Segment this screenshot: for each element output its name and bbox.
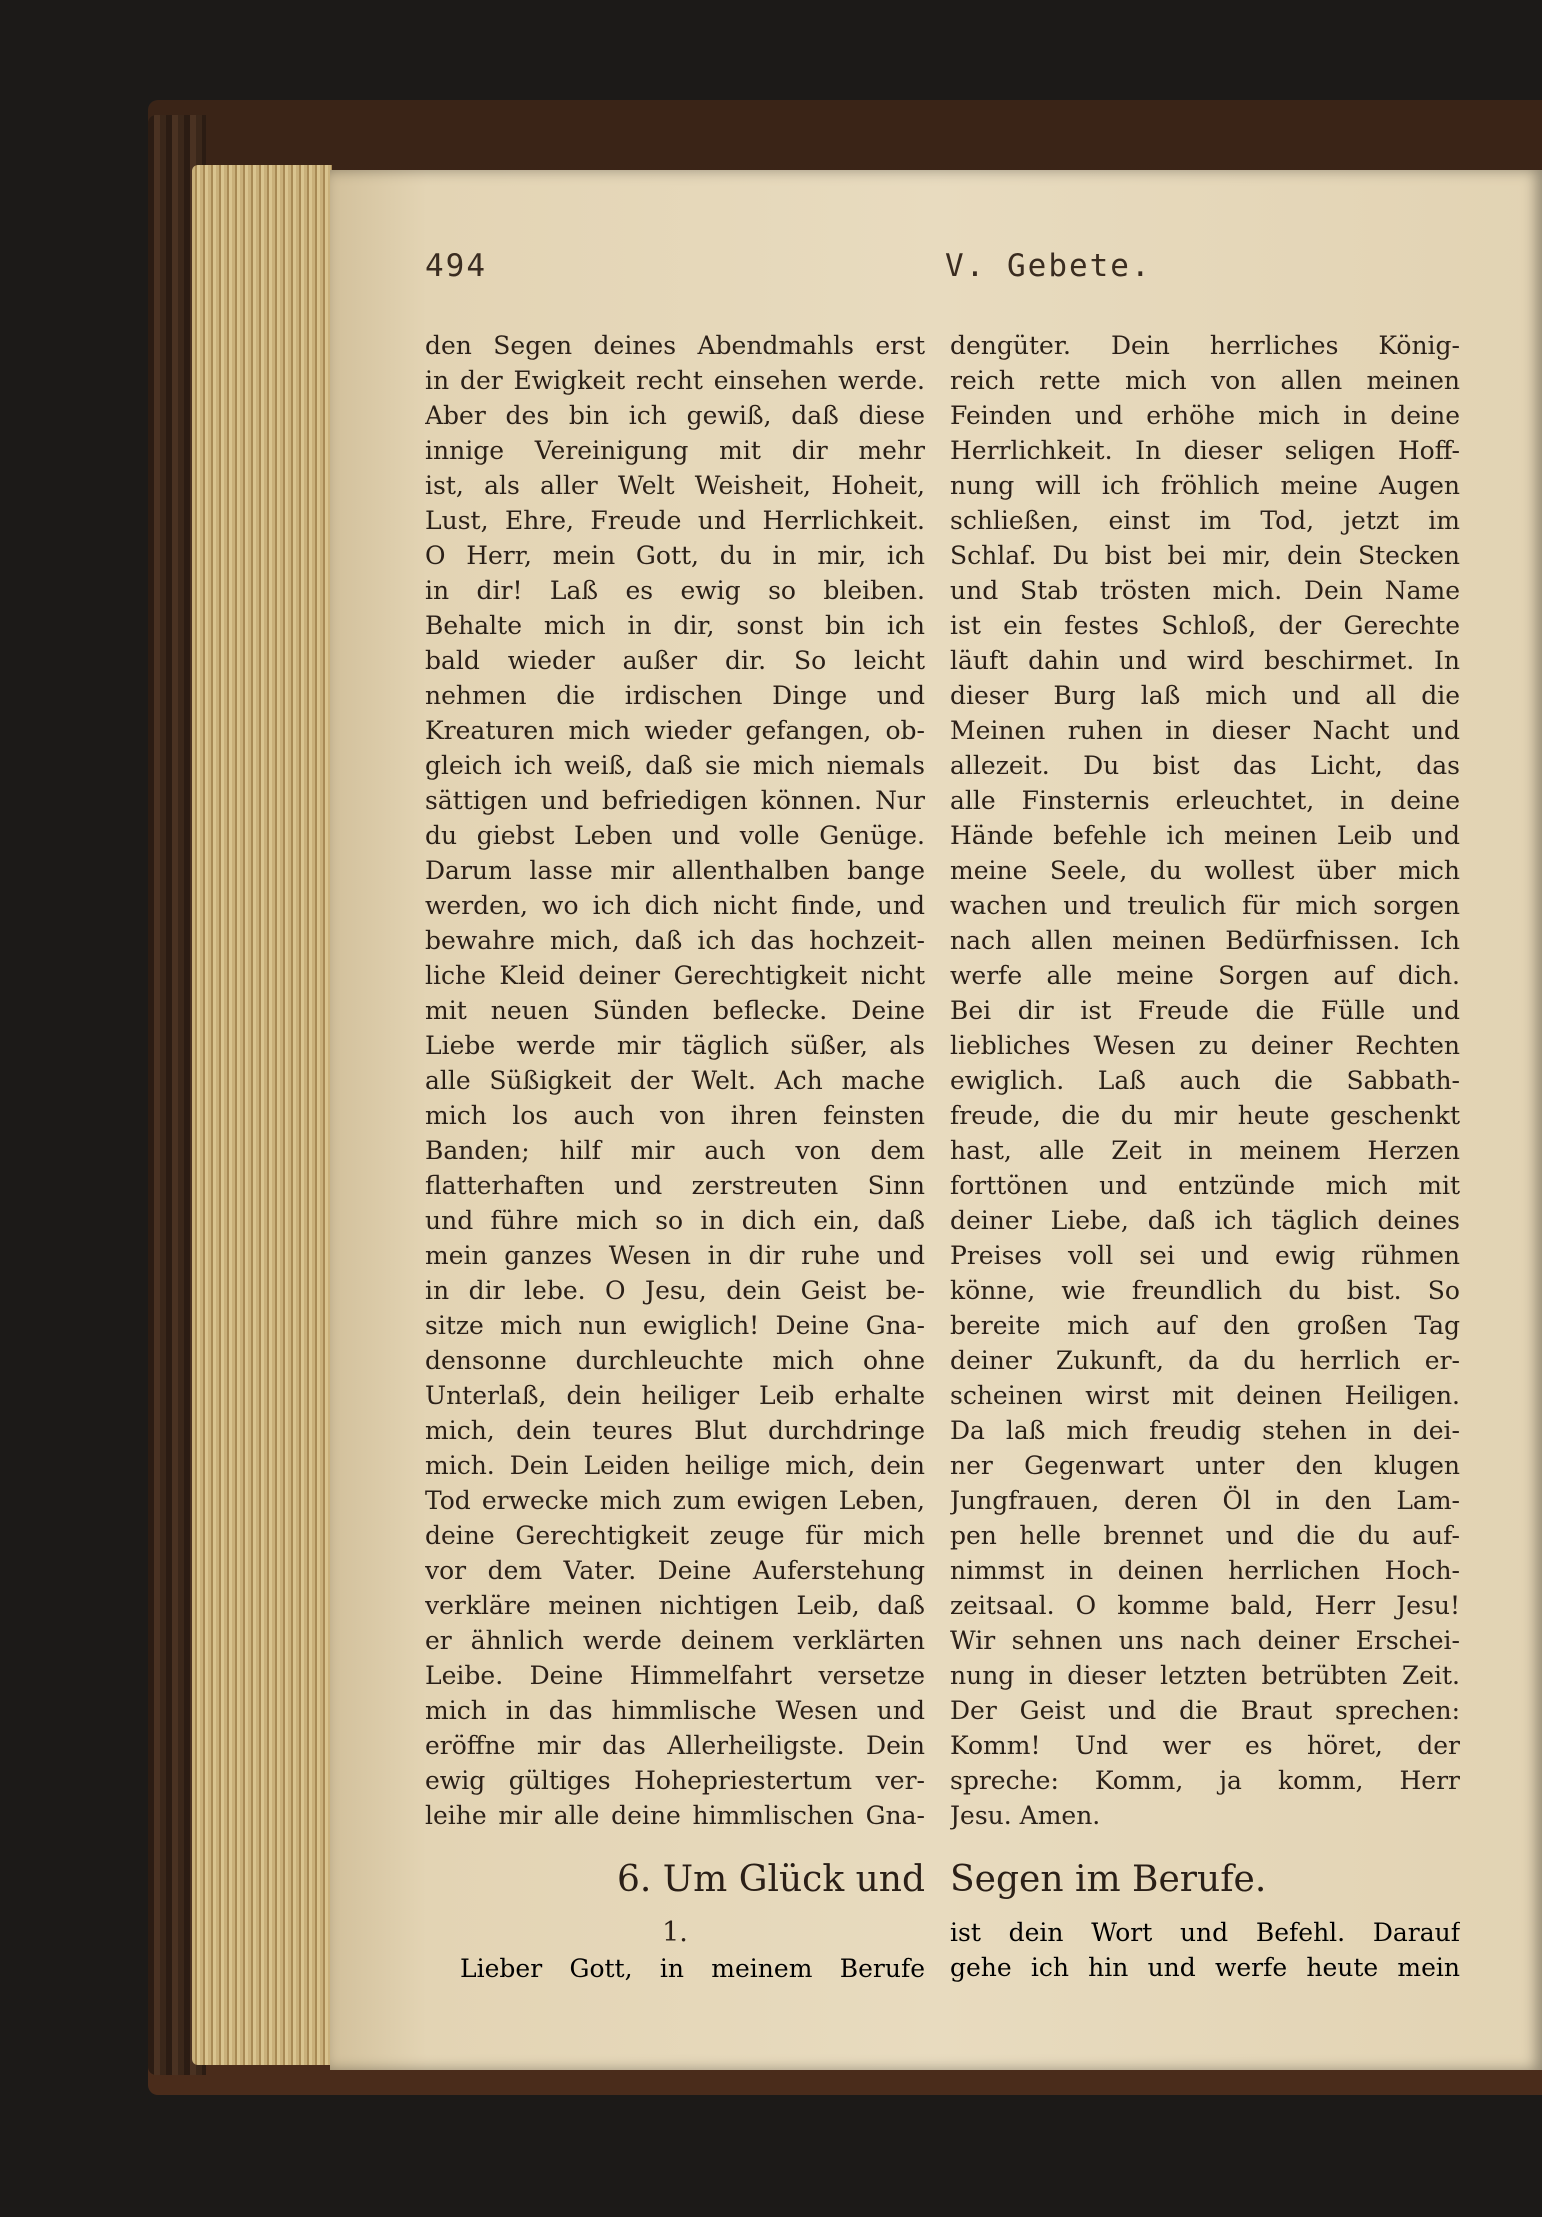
text-line: Jungfrauen, deren Öl in den Lam- — [950, 1486, 1460, 1515]
text-line: spreche: Komm, ja komm, Herr — [950, 1766, 1460, 1795]
text-line: könne, wie freundlich du bist. So — [950, 1276, 1460, 1305]
text-line: sitze mich nun ewiglich! Deine Gna- — [425, 1311, 925, 1340]
subsection-left — [425, 1915, 925, 1986]
text-line: alle Finsternis erleuchtet, in deine — [950, 786, 1460, 815]
book-page — [330, 170, 1542, 2070]
text-line: werden, wo ich dich nicht finde, und — [425, 891, 925, 920]
text-line: in der Ewigkeit recht einsehen werde. — [425, 366, 925, 395]
text-line: reich rette mich von allen meinen — [950, 366, 1460, 395]
text-line: mich. Dein Leiden heilige mich, dein — [425, 1451, 925, 1480]
text-line: allezeit. Du bist das Licht, das — [950, 751, 1460, 780]
section-heading-left: 6. Um Glück und — [616, 1859, 925, 1900]
text-line: Unterlaß, dein heiliger Leib erhalte — [425, 1381, 925, 1410]
text-line: leihe mir alle deine himmlischen Gna- — [425, 1801, 925, 1830]
text-line: nach allen meinen Bedürfnissen. Ich — [950, 926, 1460, 955]
page-header — [425, 248, 1512, 288]
text-line: bald wieder außer dir. So leicht — [425, 646, 925, 675]
text-line: mich, dein teures Blut durchdringe — [425, 1416, 925, 1445]
text-line: Hände befehle ich meinen Leib und — [950, 821, 1460, 850]
text-line: und führe mich so in dich ein, daß — [425, 1206, 925, 1235]
text-line: in dir lebe. O Jesu, dein Geist be- — [425, 1276, 925, 1305]
text-line: Darum lasse mir allenthalben bange — [425, 856, 925, 885]
text-line: sättigen und befriedigen können. Nur — [425, 786, 925, 815]
text-line: meine Seele, du wollest über mich — [950, 856, 1460, 885]
text-line: nehmen die irdischen Dinge und — [425, 681, 925, 710]
text-line: schließen, einst im Tod, jetzt im — [950, 506, 1460, 535]
text-line: mich los auch von ihren feinsten — [425, 1101, 925, 1130]
text-line: dengüter. Dein herrliches König- — [950, 331, 1460, 360]
text-line: alle Süßigkeit der Welt. Ach mache — [425, 1066, 925, 1095]
text-line: nung in dieser letzten betrübten Zeit. — [950, 1661, 1460, 1690]
text-line: verkläre meinen nichtigen Leib, daß — [425, 1591, 925, 1620]
text-line: O Herr, mein Gott, du in mir, ich — [425, 541, 925, 570]
text-line: deiner Liebe, daß ich täglich deines — [950, 1206, 1460, 1235]
text-line: Lust, Ehre, Freude und Herrlichkeit. — [425, 506, 925, 535]
text-line: Behalte mich in dir, sonst bin ich — [425, 611, 925, 640]
text-line: gehe ich hin und werfe heute mein — [950, 1953, 1460, 1982]
text-line: den Segen deines Abendmahls erst — [425, 331, 925, 360]
text-line: in dir! Laß es ewig so bleiben. — [425, 576, 925, 605]
text-line: Bei dir ist Freude die Fülle und — [950, 996, 1460, 1025]
text-line: läuft dahin und wird beschirmet. In — [950, 646, 1460, 675]
text-line: Liebe werde mir täglich süßer, als — [425, 1031, 925, 1060]
subsection-number: 1. — [662, 1917, 688, 1948]
text-line: gleich ich weiß, daß sie mich niemals — [425, 751, 925, 780]
right-text-column — [950, 328, 1460, 1833]
text-line: Tod erwecke mich zum ewigen Leben, — [425, 1486, 925, 1515]
text-line: Komm! Und wer es höret, der — [950, 1731, 1460, 1760]
text-line: ewig gültiges Hohepriestertum ver- — [425, 1766, 925, 1795]
page-edges — [192, 165, 332, 2065]
section-title: V. Gebete. — [945, 248, 1152, 284]
text-line: forttönen und entzünde mich mit — [950, 1171, 1460, 1200]
text-line: deiner Zukunft, da du herrlich er- — [950, 1346, 1460, 1375]
text-line: er ähnlich werde deinem verklärten — [425, 1626, 925, 1655]
text-line: Leibe. Deine Himmelfahrt versetze — [425, 1661, 925, 1690]
page-number: 494 — [425, 248, 487, 284]
text-line: Schlaf. Du bist bei mir, dein Stecken — [950, 541, 1460, 570]
text-line: Da laß mich freudig stehen in dei- — [950, 1416, 1460, 1445]
text-line: Lieber Gott, in meinem Berufe — [460, 1954, 925, 1983]
text-line: ewiglich. Laß auch die Sabbath- — [950, 1066, 1460, 1095]
section-heading-right: Segen im Berufe. — [950, 1859, 1267, 1900]
text-line: nimmst in deinen herrlichen Hoch- — [950, 1556, 1460, 1585]
text-line: vor dem Vater. Deine Auferstehung — [425, 1556, 925, 1585]
text-line: ist, als aller Welt Weisheit, Hoheit, — [425, 471, 925, 500]
text-line: mich in das himmlische Wesen und — [425, 1696, 925, 1725]
text-line: freude, die du mir heute geschenkt — [950, 1101, 1460, 1130]
text-line: deine Gerechtigkeit zeuge für mich — [425, 1521, 925, 1550]
text-line: Jesu. Amen. — [950, 1801, 1101, 1830]
text-line: Meinen ruhen in dieser Nacht und — [950, 716, 1460, 745]
text-line: eröffne mir das Allerheiligste. Dein — [425, 1731, 925, 1760]
left-text-column — [425, 328, 925, 1833]
text-line: werfe alle meine Sorgen auf dich. — [950, 961, 1460, 990]
text-line: liebliches Wesen zu deiner Rechten — [950, 1031, 1460, 1060]
text-line: liche Kleid deiner Gerechtigkeit nicht — [425, 961, 925, 990]
text-line: mein ganzes Wesen in dir ruhe und — [425, 1241, 925, 1270]
text-line: pen helle brennet und die du auf- — [950, 1521, 1460, 1550]
text-line: wachen und treulich für mich sorgen — [950, 891, 1460, 920]
text-line: densonne durchleuchte mich ohne — [425, 1346, 925, 1375]
text-line: Wir sehnen uns nach deiner Erschei- — [950, 1626, 1460, 1655]
text-line: Banden; hilf mir auch von dem — [425, 1136, 925, 1165]
text-line: scheinen wirst mit deinen Heiligen. — [950, 1381, 1460, 1410]
text-line: dieser Burg laß mich und all die — [950, 681, 1460, 710]
text-line: ist dein Wort und Befehl. Darauf — [950, 1918, 1460, 1947]
text-line: Kreaturen mich wieder gefangen, ob- — [425, 716, 925, 745]
text-line: bereite mich auf den großen Tag — [950, 1311, 1460, 1340]
text-line: flatterhaften und zerstreuten Sinn — [425, 1171, 925, 1200]
text-line: und Stab trösten mich. Dein Name — [950, 576, 1460, 605]
text-line: innige Vereinigung mit dir mehr — [425, 436, 925, 465]
text-line: Der Geist und die Braut sprechen: — [950, 1696, 1460, 1725]
text-line: Feinden und erhöhe mich in deine — [950, 401, 1460, 430]
text-line: ist ein festes Schloß, der Gerechte — [950, 611, 1460, 640]
text-line: mit neuen Sünden beflecke. Deine — [425, 996, 925, 1025]
text-line: hast, alle Zeit in meinem Herzen — [950, 1136, 1460, 1165]
text-line: nung will ich fröhlich meine Augen — [950, 471, 1460, 500]
subsection-right-text — [950, 1915, 1460, 1985]
text-line: Preises voll sei und ewig rühmen — [950, 1241, 1460, 1270]
text-line: ner Gegenwart unter den klugen — [950, 1451, 1460, 1480]
text-line: Aber des bin ich gewiß, daß diese — [425, 401, 925, 430]
subsection-left-text — [425, 1951, 925, 1986]
text-line: zeitsaal. O komme bald, Herr Jesu! — [950, 1591, 1460, 1620]
text-line: du giebst Leben und volle Genüge. — [425, 821, 925, 850]
text-line: bewahre mich, daß ich das hochzeit- — [425, 926, 925, 955]
text-line: Herrlichkeit. In dieser seligen Hoff- — [950, 436, 1460, 465]
